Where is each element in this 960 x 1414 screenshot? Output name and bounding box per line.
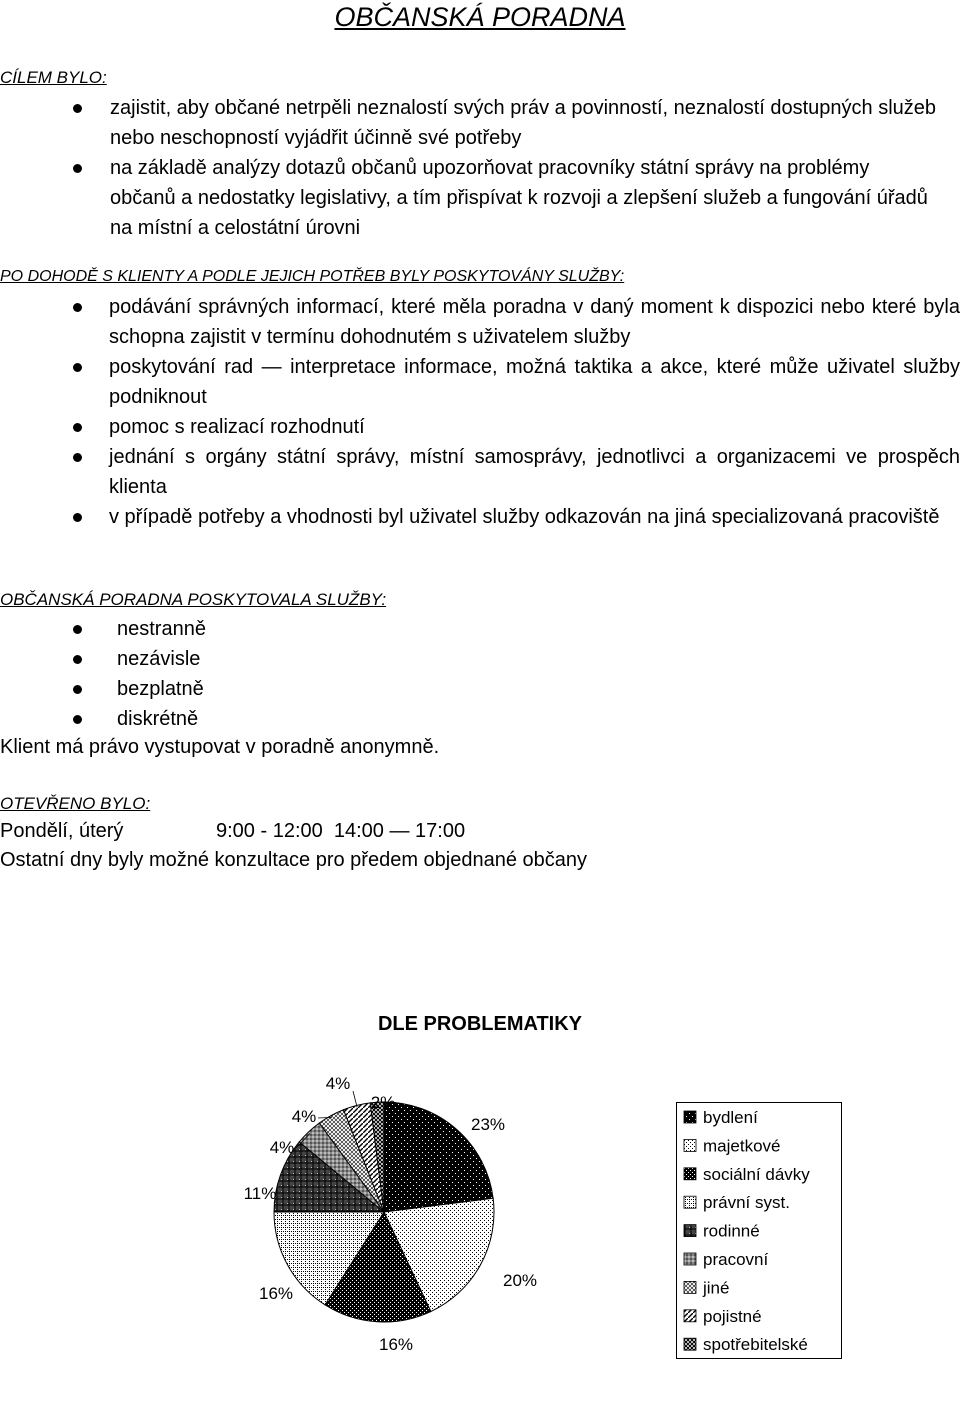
legend-label: jiné — [703, 1278, 730, 1298]
list-item-text: v případě potřeby a vhodnosti byl uživatel služby odkazován na jiná specializovaná pracoviště — [109, 506, 940, 528]
legend-swatch — [684, 1310, 696, 1322]
list-item-text: nezávisle — [117, 648, 201, 670]
bullet-icon — [73, 164, 82, 173]
list-item-text: nestranně — [117, 618, 206, 640]
list-item — [0, 412, 960, 442]
legend-label: právní syst. — [703, 1193, 790, 1213]
chart-title: DLE PROBLEMATIKY — [377, 1013, 583, 1035]
bullet-icon — [73, 513, 82, 522]
opening-days: Pondělí, úterý — [0, 820, 124, 842]
legend-swatch — [684, 1168, 696, 1180]
list-item-text: bezplatně — [117, 678, 204, 700]
page-title: OBČANSKÁ PORADNA — [334, 2, 626, 32]
data-label: 23% — [470, 1115, 506, 1134]
poskytovala-list — [0, 614, 960, 734]
legend-label: majetkové — [703, 1136, 781, 1156]
pie-chart-frame — [178, 998, 960, 1409]
list-item — [0, 292, 960, 352]
bullet-icon — [73, 625, 82, 634]
data-label: 16% — [378, 1335, 414, 1354]
pie-chart — [178, 998, 960, 1409]
list-item — [0, 644, 960, 674]
list-item — [0, 614, 960, 644]
legend-label: pracovní — [703, 1250, 769, 1269]
legend-label: spotřebitelské — [703, 1335, 808, 1355]
list-item — [0, 674, 960, 704]
data-label: 11% — [243, 1184, 277, 1203]
legend-swatch — [684, 1111, 696, 1123]
bullet-icon — [73, 453, 82, 462]
legend-swatch — [684, 1338, 696, 1350]
legend-label: sociální dávky — [703, 1164, 810, 1184]
list-item — [0, 442, 960, 502]
legend-label: bydlení — [703, 1108, 758, 1127]
bullet-icon — [73, 104, 82, 113]
list-item-text: na základě analýzy dotazů občanů upozorňovat pracovníky státní správy na problémy občanů a nedostatky legislativy, a tím přispívat k rozvoji a zlepšení služeb a fungování úřadů na místní a celostátní úrovni — [110, 157, 928, 239]
section-heading-cilem: CÍLEM BYLO: — [0, 68, 107, 87]
section-heading-poskytovala: OBČANSKÁ PORADNA POSKYTOVALA SLUŽBY: — [0, 590, 387, 609]
list-item-text: poskytování rad — interpretace informace, možná taktika a akce, které může uživatel služby podniknout — [109, 356, 960, 408]
bullet-icon — [73, 655, 82, 664]
list-item — [0, 352, 960, 412]
legend-swatch — [684, 1281, 696, 1293]
list-item — [0, 502, 960, 532]
list-item-text: zajistit, aby občané netrpěli neznalostí svých práv a povinností, neznalostí dostupných služeb nebo neschopností vyjádřit účinně své potřeby — [110, 97, 937, 149]
bullet-icon — [73, 423, 82, 432]
list-item — [0, 704, 960, 734]
legend-swatch — [684, 1253, 696, 1265]
list-item — [0, 153, 960, 243]
data-label: 4% — [291, 1107, 317, 1126]
consultation-note: Ostatní dny byly možné konzultace pro předem objednané občany — [0, 849, 588, 871]
anonymity-note: Klient má právo vystupovat v poradně anonymně. — [0, 736, 440, 758]
data-label: 2% — [370, 1093, 396, 1112]
cilem-list — [0, 93, 960, 243]
data-label: 16% — [258, 1284, 294, 1303]
list-item-text: jednání s orgány státní správy, místní samosprávy, jednotlivci a organizacemi ve prospěch klienta — [109, 446, 960, 498]
legend-swatch — [684, 1225, 696, 1237]
legend-label: rodinné — [703, 1221, 760, 1241]
list-item — [0, 93, 960, 153]
legend-swatch — [684, 1139, 696, 1151]
legend-label: pojistné — [703, 1306, 762, 1326]
bullet-icon — [73, 715, 82, 724]
list-item-text: diskrétně — [117, 708, 199, 730]
data-label: 20% — [502, 1271, 538, 1290]
bullet-icon — [73, 303, 82, 312]
list-item-text: pomoc s realizací rozhodnutí — [109, 416, 365, 438]
data-label: 4% — [325, 1074, 351, 1093]
opening-hours: 9:00 - 12:00 14:00 — 17:00 — [216, 820, 466, 842]
legend-swatch — [684, 1196, 696, 1208]
bullet-icon — [73, 685, 82, 694]
dohoda-list — [0, 292, 960, 532]
list-item-text: podávání správných informací, které měla poradna v daný moment k dispozici nebo které byla schopna zajistit v termínu dohodnutém s uživatelem služby — [109, 296, 960, 348]
bullet-icon — [73, 363, 82, 372]
pie-slices — [274, 1102, 494, 1322]
section-heading-otevreno: OTEVŘENO BYLO: — [0, 794, 151, 813]
data-label: 4% — [269, 1138, 295, 1157]
section-heading-dohoda: PO DOHODĚ S KLIENTY A PODLE JEJICH POTŘEB BYLY POSKYTOVÁNY SLUŽBY: — [0, 268, 625, 285]
chart-legend — [677, 1103, 842, 1359]
